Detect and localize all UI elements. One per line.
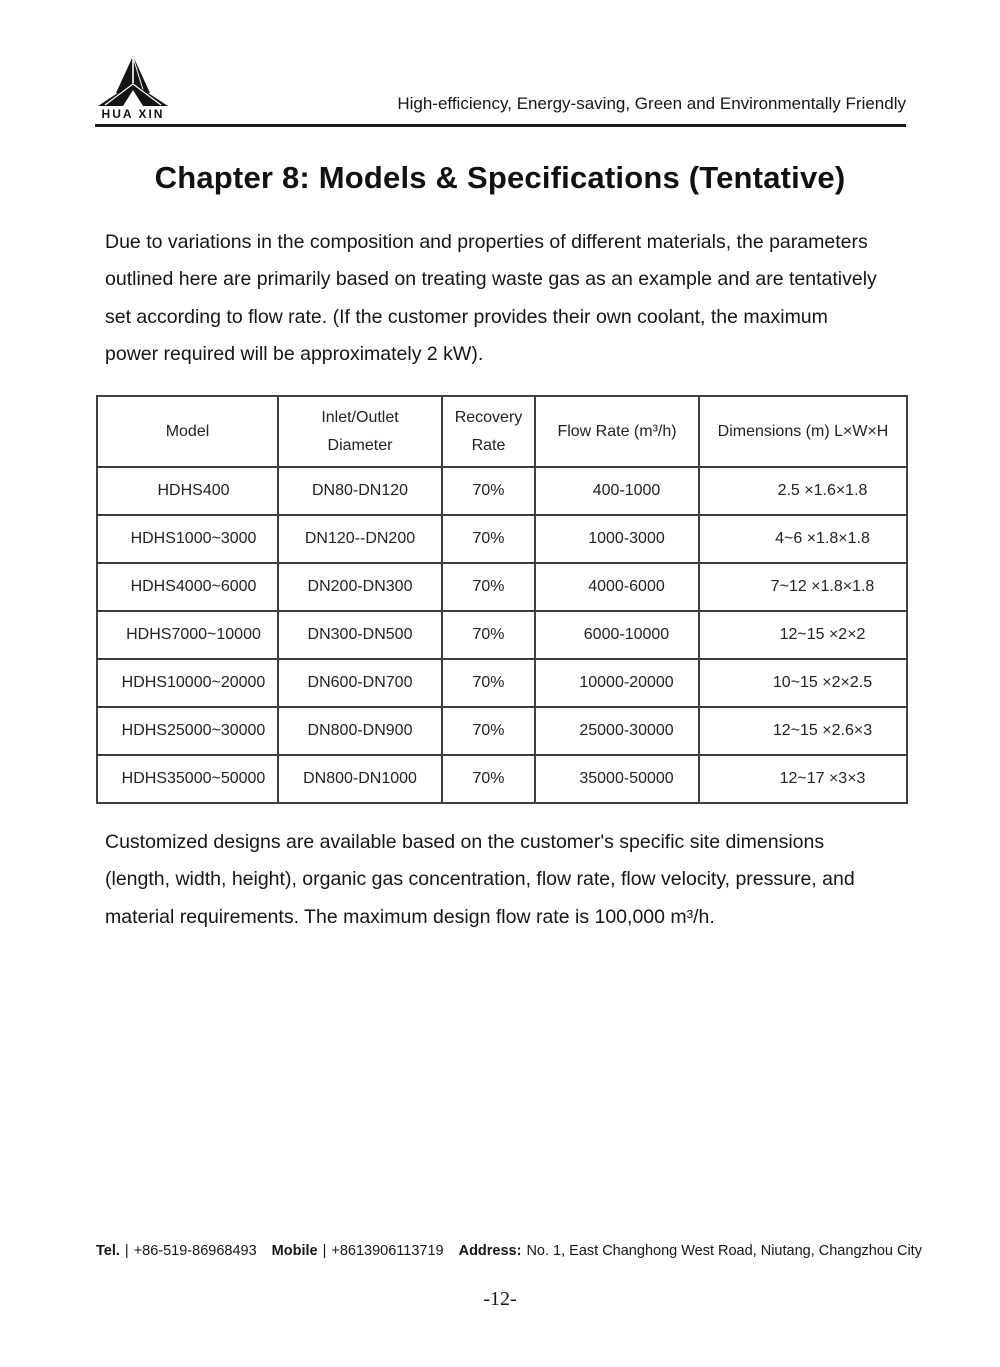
table-row — [97, 467, 907, 515]
cell-diameter: DN80-DN120 — [278, 467, 442, 515]
cell-dimensions: 12~15 ×2.6×3 — [699, 707, 907, 755]
mobile-separator: | — [322, 1243, 327, 1259]
column-header-diameter: Inlet/Outlet Diameter — [278, 396, 442, 467]
cell-dimensions: 2.5 ×1.6×1.8 — [699, 467, 907, 515]
cell-model: HDHS7000~10000 — [97, 611, 278, 659]
table-row — [97, 755, 907, 803]
logo-text: HUA XIN — [101, 107, 165, 120]
cell-recovery: 70% — [442, 611, 535, 659]
paragraph-line: power required will be approximately 2 kW). — [105, 343, 484, 366]
cell-dimensions: 12~17 ×3×3 — [699, 755, 907, 803]
page-header — [95, 56, 906, 127]
cell-model: HDHS400 — [97, 467, 278, 515]
cell-diameter: DN300-DN500 — [278, 611, 442, 659]
mobile-label: Mobile — [271, 1243, 318, 1259]
cell-flow-rate: 400-1000 — [535, 467, 699, 515]
cell-model: HDHS4000~6000 — [97, 563, 278, 611]
table-row — [97, 563, 907, 611]
cell-recovery: 70% — [442, 659, 535, 707]
cell-flow-rate: 10000-20000 — [535, 659, 699, 707]
mobile-value: +8613906113719 — [331, 1243, 444, 1259]
column-header-model: Model — [97, 396, 278, 467]
header-tagline: High-efficiency, Energy-saving, Green and Environmentally Friendly — [397, 94, 906, 113]
contact-footer — [96, 1243, 922, 1259]
tel-value: +86-519-86968493 — [133, 1243, 257, 1259]
cell-model: HDHS10000~20000 — [97, 659, 278, 707]
table-row — [97, 611, 907, 659]
tel-label: Tel. — [96, 1243, 120, 1259]
intro-paragraph — [105, 231, 935, 381]
tel-separator: | — [124, 1243, 129, 1259]
paragraph-line: Customized designs are available based on the customer's specific site dimensions — [105, 831, 825, 853]
paragraph-line: material requirements. The maximum design flow rate is 100,000 m³/h. — [105, 905, 715, 928]
table-header-row — [97, 396, 907, 467]
cell-recovery: 70% — [442, 467, 535, 515]
paragraph-line: set according to flow rate. (If the customer provides their own coolant, the maximum — [105, 305, 828, 328]
cell-diameter: DN120--DN200 — [278, 515, 442, 563]
page-title: Chapter 8: Models & Specifications (Tentative) — [154, 160, 846, 195]
address-value: No. 1, East Changhong West Road, Niutang, Changzhou City — [526, 1243, 922, 1259]
paragraph-line: (length, width, height), organic gas concentration, flow rate, flow velocity, pressure, and — [105, 868, 855, 891]
address-label: Address: — [458, 1243, 522, 1259]
column-header-flow-rate: Flow Rate (m³/h) — [535, 396, 699, 467]
table-row — [97, 659, 907, 707]
paragraph-line: outlined here are primarily based on treating waste gas as an example and are tentatively — [105, 268, 877, 291]
cell-flow-rate: 35000-50000 — [535, 755, 699, 803]
column-header-recovery-rate: Recovery Rate — [442, 396, 535, 467]
cell-diameter: DN800-DN900 — [278, 707, 442, 755]
cell-recovery: 70% — [442, 515, 535, 563]
page-number: -12- — [483, 1288, 517, 1310]
cell-recovery: 70% — [442, 563, 535, 611]
table-row — [97, 515, 907, 563]
cell-model: HDHS35000~50000 — [97, 755, 278, 803]
cell-recovery: 70% — [442, 707, 535, 755]
cell-diameter: DN600-DN700 — [278, 659, 442, 707]
cell-diameter: DN800-DN1000 — [278, 755, 442, 803]
cell-flow-rate: 25000-30000 — [535, 707, 699, 755]
cell-dimensions: 12~15 ×2×2 — [699, 611, 907, 659]
paragraph-line: Due to variations in the composition and properties of different materials, the parameters — [105, 231, 868, 253]
cell-diameter: DN200-DN300 — [278, 563, 442, 611]
huaxin-logo-icon — [95, 56, 171, 120]
closing-paragraph — [105, 831, 935, 943]
cell-flow-rate: 1000-3000 — [535, 515, 699, 563]
table-row — [97, 707, 907, 755]
cell-dimensions: 7~12 ×1.8×1.8 — [699, 563, 907, 611]
cell-dimensions: 10~15 ×2×2.5 — [699, 659, 907, 707]
specifications-table — [96, 395, 908, 804]
cell-recovery: 70% — [442, 755, 535, 803]
cell-flow-rate: 6000-10000 — [535, 611, 699, 659]
cell-dimensions: 4~6 ×1.8×1.8 — [699, 515, 907, 563]
cell-model: HDHS1000~3000 — [97, 515, 278, 563]
cell-model: HDHS25000~30000 — [97, 707, 278, 755]
cell-flow-rate: 4000-6000 — [535, 563, 699, 611]
column-header-dimensions: Dimensions (m) L×W×H — [699, 396, 907, 467]
